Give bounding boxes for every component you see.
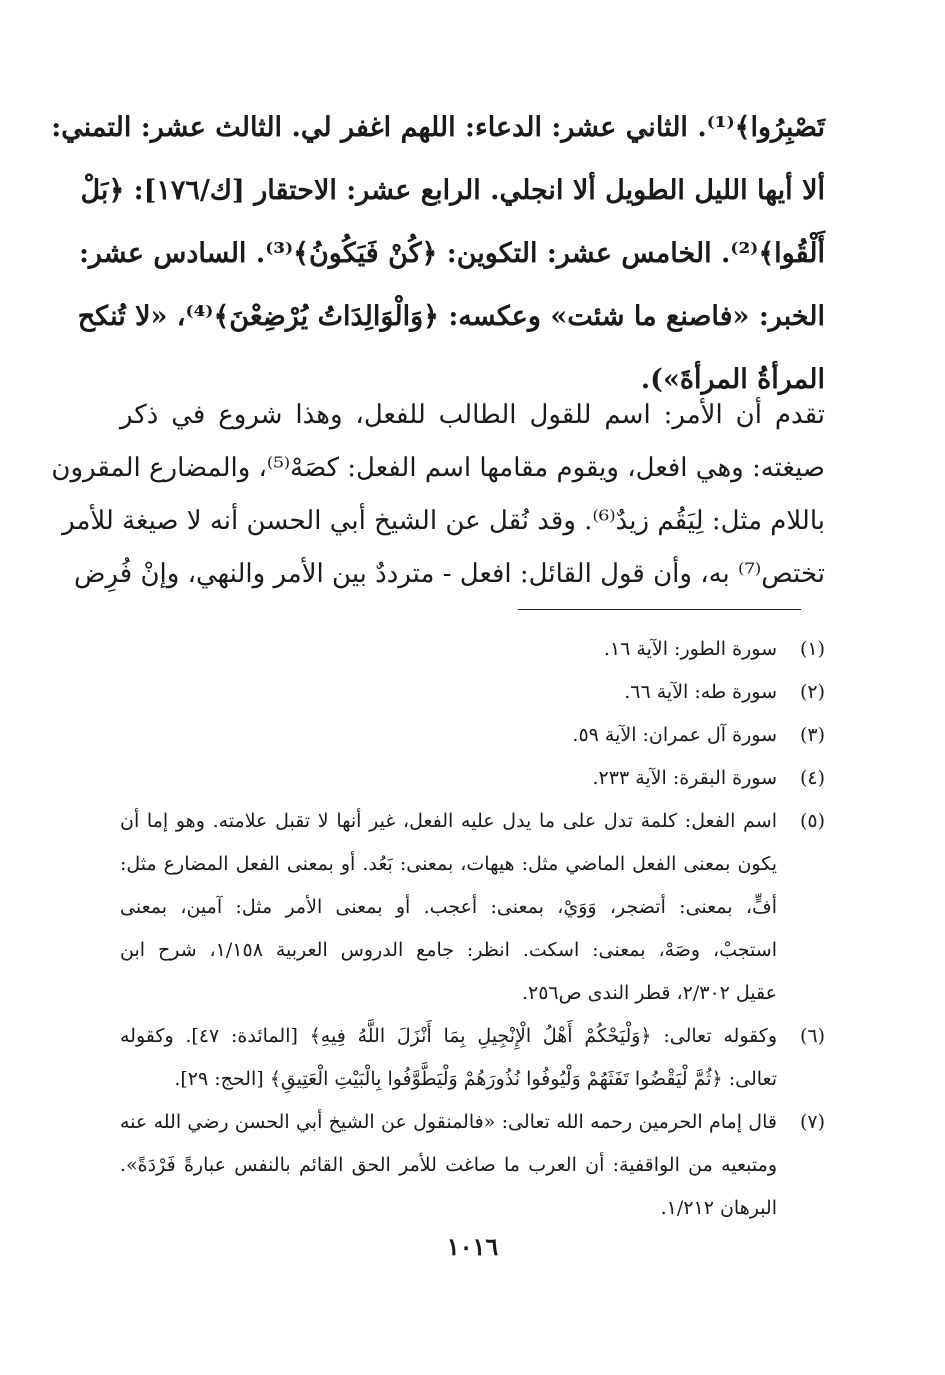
footnote-line: أفٍّ، بمعنى: أتضجر، وَوَيْ، بمعنى: أعجب. أو بمعنى الأمر مثل: آمين، بمعنى (120, 896, 777, 918)
footnote-number: (٣) (799, 724, 825, 746)
text-line: ألا أيها الليل الطويل ألا انجلي. الرابع عشر: الاحتقار [ك/١٧٦]: ﴿بَلْ (80, 175, 825, 206)
footnote-number: (٧) (799, 1111, 825, 1133)
footnote-line: سورة الطور: الآية ١٦. (603, 638, 777, 660)
main-text-bold (51, 96, 825, 411)
footnote-line: يكون بمعنى الفعل الماضي مثل: هيهات، بمعنى: بَعُد. أو بمعنى الفعل المضارع مثل: (120, 853, 777, 875)
footnote-4 (120, 757, 825, 800)
page-number: ١٠١٦ (446, 1232, 499, 1261)
footnote-number: (٢) (799, 681, 825, 703)
footnote-2 (120, 671, 825, 714)
footnote-line: اسم الفعل: كلمة تدل على ما يدل عليه الفعل، غير أنها لا تقبل علامته. وهو إما أن (120, 810, 777, 832)
footnote-7 (120, 1101, 825, 1230)
footnote-number: (١) (799, 638, 825, 660)
text-line: صيغته: وهي افعل، ويقوم مقامها اسم الفعل: كصَهْ⁽⁵⁾، والمضارع المقرون (51, 453, 825, 483)
footnote-line: تعالى: ﴿ثُمَّ لْيَقْضُوا تَفَثَهُمْ وَلْيُوفُوا نُذُورَهُمْ وَلْيَطَّوَّفُوا بِالْبَيْتِ الْعَتِيقِ﴾ [الحج: ٢٩]. (174, 1068, 777, 1090)
footnote-line: ومتبعيه من الواقفية: أن العرب ما صاغت للأمر الحق القائم بالنفس عبارةً فَرْدَةً». (120, 1154, 777, 1176)
text-line: تقدم أن الأمر: اسم للقول الطالب للفعل، وهذا شروع في ذكر (120, 400, 825, 430)
footnote-number: (٦) (799, 1025, 825, 1047)
footnote-line: استجبْ، وصَهْ، بمعنى: اسكت. انظر: جامع الدروس العربية ١/١٥٨، شرح ابن (120, 939, 777, 961)
footnote-separator (518, 609, 801, 610)
footnote-3 (120, 714, 825, 757)
text-line: باللام مثل: لِيَقُم زيدٌ⁽⁶⁾. وقد نُقل عن الشيخ أبي الحسن أنه لا صيغة للأمر (62, 506, 825, 536)
footnote-line: عقيل ٢/٣٠٢، قطر الندى ص٢٥٦. (521, 982, 777, 1004)
footnote-line: البرهان ١/٢١٢. (660, 1197, 777, 1219)
text-line: تختص⁽⁷⁾ به، وأن قول القائل: افعل - مترددٌ بين الأمر والنهي، وإنْ فُرِض (73, 559, 825, 589)
footnote-number: (٥) (799, 810, 825, 832)
footnote-number: (٤) (799, 767, 825, 789)
text-line: المرأةُ المرأةَ»). (640, 364, 825, 395)
footnote-line: سورة طه: الآية ٦٦. (624, 681, 777, 703)
footnote-line: سورة البقرة: الآية ٢٣٣. (592, 767, 777, 789)
footnote-line: وكقوله تعالى: ﴿وَلْيَحْكُمْ أَهْلُ الْإِنْجِيلِ بِمَا أَنْزَلَ اللَّهُ فِيهِ﴾ [المائدة: ٤٧]. وكقوله (120, 1025, 777, 1047)
text-line: تَصْبِرُوا﴾⁽¹⁾. الثاني عشر: الدعاء: اللهم اغفر لي. الثالث عشر: التمني: (51, 112, 825, 143)
footnote-6 (120, 1015, 825, 1101)
footnote-line: قال إمام الحرمين رحمه الله تعالى: «فالمنقول عن الشيخ أبي الحسن رضي الله عنه (120, 1111, 777, 1133)
footnote-5 (120, 800, 825, 1015)
text-line: الخبر: «فاصنع ما شئت» وعكسه: ﴿وَالْوَالِدَاتُ يُرْضِعْنَ﴾⁽⁴⁾، «لا تُنكح (77, 301, 825, 332)
footnotes (120, 628, 825, 1230)
footnote-1 (120, 628, 825, 671)
main-text-regular (51, 389, 825, 601)
text-line: أَلْقُوا﴾⁽²⁾. الخامس عشر: التكوين: ﴿كُنْ فَيَكُونُ﴾⁽³⁾. السادس عشر: (78, 238, 825, 269)
footnote-line: سورة آل عمران: الآية ٥٩. (572, 724, 777, 746)
